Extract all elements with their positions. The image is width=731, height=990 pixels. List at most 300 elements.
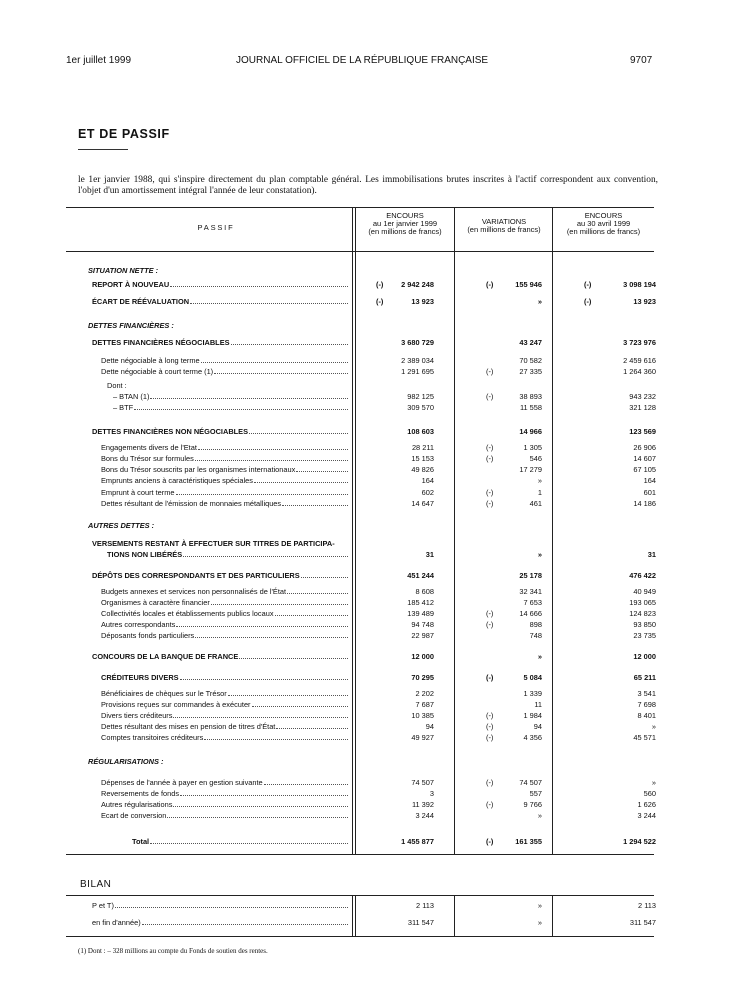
value-col-2: 155 946 xyxy=(515,280,542,289)
sign-1: (-) xyxy=(376,280,384,289)
table-row xyxy=(66,811,654,822)
table-row xyxy=(66,454,654,465)
dot-leader xyxy=(183,556,348,557)
row-label xyxy=(92,901,348,910)
row-label-text: Ecart de conversion xyxy=(101,811,167,820)
row-label-text: Dette négociable à long terme xyxy=(101,356,200,365)
value-col-3: 124 823 xyxy=(629,609,656,618)
row-label xyxy=(101,700,348,709)
header-line: au 1er janvier 1999 xyxy=(372,219,438,228)
header-line: ENCOURS xyxy=(386,211,424,220)
value-col-1: 7 687 xyxy=(415,700,434,709)
value-col-3: 193 065 xyxy=(629,598,656,607)
value-col-1: 8 608 xyxy=(415,587,434,596)
value-col-1: 185 412 xyxy=(407,598,434,607)
value-col-3: 321 128 xyxy=(629,403,656,412)
value-col-2: 17 279 xyxy=(519,465,542,474)
value-col-3: 311 547 xyxy=(629,918,656,927)
value-col-1: 49 927 xyxy=(411,733,434,742)
dot-leader xyxy=(282,505,348,506)
sign-2: (-) xyxy=(486,711,494,720)
value-col-2: 74 507 xyxy=(519,778,542,787)
row-label-text: Dettes résultant des mises en pension de titres d'État xyxy=(101,722,276,731)
dot-leader xyxy=(239,658,348,659)
intro-paragraph: le 1er janvier 1988, qui s'inspire directement du plan comptable général. Les immobilisations brutes inscrites à l'actif correspondent aux convention, l'objet d'un amortissement intégral l'année de leur constatation). xyxy=(78,175,658,196)
value-col-2: 461 xyxy=(529,499,542,508)
row-label-text: AUTRES DETTES : xyxy=(88,521,155,530)
value-col-3: 164 xyxy=(643,476,656,485)
table-row xyxy=(66,700,654,711)
value-col-2: 94 xyxy=(533,722,542,731)
row-label-text: Autres régularisations xyxy=(101,800,173,809)
row-label-text: TIONS NON LIBÉRÉS xyxy=(107,550,183,559)
dot-leader xyxy=(204,739,348,740)
row-label xyxy=(107,381,128,390)
value-col-1: 2 113 xyxy=(416,901,434,910)
value-col-3: 23 735 xyxy=(633,631,656,640)
bilan-row xyxy=(66,918,654,929)
row-label xyxy=(101,356,348,365)
dot-leader xyxy=(301,577,348,578)
dot-leader xyxy=(180,679,348,680)
value-col-1: 2 389 034 xyxy=(401,356,434,365)
dot-leader xyxy=(195,460,348,461)
value-col-3: 40 949 xyxy=(633,587,656,596)
sign-2: (-) xyxy=(486,722,494,731)
value-col-2: 161 355 xyxy=(515,837,542,846)
header-separator xyxy=(66,251,654,252)
value-col-1: 311 547 xyxy=(407,918,434,927)
value-col-3: » xyxy=(651,722,656,731)
row-label-text: Total xyxy=(132,837,150,846)
dot-leader xyxy=(173,717,348,718)
row-label xyxy=(92,652,348,661)
value-col-3: 2 459 616 xyxy=(623,356,656,365)
row-label-text: Organismes à caractère financier xyxy=(101,598,210,607)
value-col-3: 12 000 xyxy=(633,652,656,661)
dot-leader xyxy=(198,449,348,450)
dot-leader xyxy=(115,907,348,908)
row-label-text: Dette négociable à court terme (1) xyxy=(101,367,214,376)
row-label-text: ÉCART DE RÉÉVALUATION xyxy=(92,297,190,306)
value-col-3: 1 264 360 xyxy=(623,367,656,376)
row-label xyxy=(101,598,348,607)
value-col-1: 12 000 xyxy=(411,652,434,661)
sign-2: (-) xyxy=(486,800,494,809)
row-label xyxy=(92,280,348,289)
column-header-variations xyxy=(455,218,553,234)
value-col-2: » xyxy=(537,297,542,306)
value-col-3: 123 569 xyxy=(629,427,656,436)
value-col-1: 1 291 695 xyxy=(401,367,434,376)
row-label xyxy=(101,673,348,682)
column-header-encours-jan xyxy=(356,212,454,236)
table-row xyxy=(66,722,654,733)
table-row xyxy=(66,338,654,349)
value-col-3: 601 xyxy=(643,488,656,497)
dot-leader xyxy=(231,344,348,345)
table-row xyxy=(66,789,654,800)
value-col-1: 139 489 xyxy=(407,609,434,618)
row-label-text: P et T) xyxy=(92,901,114,910)
row-label xyxy=(101,367,348,376)
dot-leader xyxy=(287,593,348,594)
dot-leader xyxy=(176,626,348,627)
row-label xyxy=(101,587,348,596)
row-label xyxy=(92,539,336,548)
sign-2: (-) xyxy=(486,733,494,742)
value-col-2: 1 xyxy=(537,488,542,497)
header-line: VARIATIONS xyxy=(481,217,527,226)
value-col-3: 1 294 522 xyxy=(623,837,656,846)
row-label xyxy=(101,454,348,463)
row-label xyxy=(101,631,348,640)
sign-2: (-) xyxy=(486,392,494,401)
value-col-2: » xyxy=(537,901,542,910)
value-col-1: 108 603 xyxy=(407,427,434,436)
value-col-2: 5 084 xyxy=(523,673,542,682)
table-row xyxy=(66,631,654,642)
value-col-2: 25 178 xyxy=(519,571,542,580)
sign-2: (-) xyxy=(486,673,494,682)
dot-leader xyxy=(173,806,348,807)
value-col-3: 67 105 xyxy=(633,465,656,474)
sign-2: (-) xyxy=(486,280,494,289)
table-row xyxy=(66,392,654,403)
dot-leader xyxy=(150,843,348,844)
row-label-text: Budgets annexes et services non personnalisés de l'État xyxy=(101,587,287,596)
value-col-2: » xyxy=(537,550,542,559)
table-row xyxy=(66,733,654,744)
row-label xyxy=(101,733,348,742)
table-row xyxy=(66,356,654,367)
row-label-text: RÉGULARISATIONS : xyxy=(88,757,164,766)
row-label-text: Déposants fonds particuliers xyxy=(101,631,195,640)
row-label xyxy=(101,811,348,820)
dot-leader xyxy=(180,795,348,796)
dot-leader xyxy=(254,482,348,483)
table-row xyxy=(66,609,654,620)
dot-leader xyxy=(134,409,348,410)
value-col-1: 70 295 xyxy=(411,673,434,682)
dot-leader xyxy=(276,728,348,729)
row-label xyxy=(113,392,348,401)
value-col-2: 70 582 xyxy=(519,356,542,365)
value-col-2: 11 xyxy=(534,700,542,709)
table-row xyxy=(66,571,654,582)
table-row xyxy=(66,550,654,561)
value-col-2: 1 305 xyxy=(523,443,542,452)
sign-2: (-) xyxy=(486,778,494,787)
value-col-3: 14 186 xyxy=(633,499,656,508)
value-col-2: 4 356 xyxy=(523,733,542,742)
row-label-text: VERSEMENTS RESTANT À EFFECTUER SUR TITRES DE PARTICIPA- xyxy=(92,539,335,548)
value-col-3: 65 211 xyxy=(633,673,656,682)
row-label xyxy=(101,689,348,698)
table-row xyxy=(66,587,654,598)
row-label xyxy=(101,800,348,809)
value-col-2: 14 666 xyxy=(519,609,542,618)
row-label-text: Dettes résultant de l'émission de monnaies métalliques xyxy=(101,499,282,508)
row-label-text: Autres correspondants xyxy=(101,620,176,629)
row-label-text: – BTF xyxy=(113,403,134,412)
value-col-2: 43 247 xyxy=(519,338,542,347)
column-header-passif: PASSIF xyxy=(197,223,235,232)
value-col-2: » xyxy=(537,918,542,927)
value-col-3: 7 698 xyxy=(637,700,656,709)
header-line: ENCOURS xyxy=(584,211,623,220)
dot-leader xyxy=(190,303,348,304)
table-row xyxy=(66,427,654,438)
value-col-3: 3 244 xyxy=(637,811,656,820)
value-col-1: 3 244 xyxy=(415,811,434,820)
dot-leader xyxy=(150,398,348,399)
row-label-text: – BTAN (1) xyxy=(113,392,150,401)
value-col-1: 309 570 xyxy=(407,403,434,412)
row-label xyxy=(132,837,348,846)
row-label xyxy=(88,521,155,530)
value-col-2: » xyxy=(537,811,542,820)
value-col-1: 31 xyxy=(425,550,434,559)
row-label xyxy=(101,609,348,618)
header-line: au 30 avril 1999 xyxy=(576,219,631,228)
row-label-text: Engagements divers de l'Etat xyxy=(101,443,197,452)
value-col-1: 1 455 877 xyxy=(401,837,434,846)
row-label xyxy=(88,321,175,330)
sign-2: (-) xyxy=(486,488,494,497)
table-row xyxy=(66,367,654,378)
value-col-1: 451 244 xyxy=(407,571,434,580)
row-label-text: Provisions reçues sur commandes à exécuter xyxy=(101,700,251,709)
table-row xyxy=(66,521,654,532)
table-row xyxy=(66,266,654,277)
value-col-1: 164 xyxy=(421,476,434,485)
row-label xyxy=(101,488,348,497)
value-col-3: 45 571 xyxy=(633,733,656,742)
dot-leader xyxy=(264,784,348,785)
row-label-text: Bons du Trésor souscrits par les organismes internationaux xyxy=(101,465,296,474)
row-label xyxy=(101,443,348,452)
header-page-number: 9707 xyxy=(630,55,653,66)
sign-2: (-) xyxy=(486,499,494,508)
value-col-2: 9 766 xyxy=(523,800,542,809)
value-col-1: 2 942 248 xyxy=(401,280,434,289)
value-col-3: 476 422 xyxy=(629,571,656,580)
table-row xyxy=(66,443,654,454)
sign-2: (-) xyxy=(486,837,494,846)
value-col-3: 560 xyxy=(643,789,656,798)
dot-leader xyxy=(142,924,348,925)
table-row xyxy=(66,488,654,499)
row-label-text: Collectivités locales et établissements publics locaux xyxy=(101,609,274,618)
dot-leader xyxy=(249,433,348,434)
footnote: (1) Dont : – 328 millions au compte du Fonds de soutien des rentes. xyxy=(78,947,268,955)
row-label-text: Comptes transitoires créditeurs xyxy=(101,733,204,742)
sign-2: (-) xyxy=(486,443,494,452)
row-label xyxy=(101,499,348,508)
row-label xyxy=(92,571,348,580)
row-label xyxy=(101,789,348,798)
value-col-1: 22 987 xyxy=(411,631,434,640)
sign-1: (-) xyxy=(376,297,384,306)
section-title: ET DE PASSIF xyxy=(78,127,170,141)
row-label-text: en fin d'année) xyxy=(92,918,141,927)
row-label-text: DETTES FINANCIÈRES : xyxy=(88,321,174,330)
table-row xyxy=(66,539,654,550)
value-col-3: 3 541 xyxy=(637,689,656,698)
row-label xyxy=(88,757,164,766)
value-col-1: 28 211 xyxy=(411,443,434,452)
dot-leader xyxy=(170,286,348,287)
row-label-text: SITUATION NETTE : xyxy=(88,266,159,275)
value-col-3: 8 401 xyxy=(637,711,656,720)
value-col-3: 31 xyxy=(647,550,656,559)
dot-leader xyxy=(252,706,348,707)
dot-leader xyxy=(195,637,348,638)
table-row xyxy=(66,837,654,848)
table-row xyxy=(66,321,654,332)
value-col-1: 94 xyxy=(425,722,434,731)
sign-3: (-) xyxy=(584,297,592,306)
value-col-1: 982 125 xyxy=(407,392,434,401)
row-label xyxy=(92,918,348,927)
dot-leader xyxy=(214,373,348,374)
dot-leader xyxy=(167,817,348,818)
value-col-1: 2 202 xyxy=(415,689,434,698)
value-col-3: 13 923 xyxy=(633,297,656,306)
value-col-3: 93 850 xyxy=(633,620,656,629)
value-col-2: 1 339 xyxy=(523,689,542,698)
sign-2: (-) xyxy=(486,454,494,463)
value-col-3: 26 906 xyxy=(633,443,656,452)
table-row xyxy=(66,598,654,609)
dot-leader xyxy=(228,695,348,696)
table-row xyxy=(66,652,654,663)
value-col-3: 2 113 xyxy=(638,901,656,910)
dot-leader xyxy=(176,494,348,495)
value-col-3: 1 626 xyxy=(637,800,656,809)
column-header-encours-avr xyxy=(553,212,654,236)
sign-3: (-) xyxy=(584,280,592,289)
row-label-text: Divers tiers créditeurs xyxy=(101,711,173,720)
header-date: 1er juillet 1999 xyxy=(66,55,132,66)
row-label-text: Bons du Trésor sur formules xyxy=(101,454,194,463)
bilan-row xyxy=(66,901,654,912)
row-label-text: DETTES FINANCIÈRES NON NÉGOCIABLES xyxy=(92,427,249,436)
row-label-text: Dont : xyxy=(107,381,127,390)
row-label xyxy=(92,338,348,347)
table-row xyxy=(66,711,654,722)
value-col-1: 3 680 729 xyxy=(401,338,434,347)
table-row xyxy=(66,476,654,487)
value-col-3: 3 723 976 xyxy=(623,338,656,347)
row-label xyxy=(101,722,348,731)
value-col-2: 32 341 xyxy=(519,587,542,596)
value-col-2: » xyxy=(537,652,542,661)
table-row xyxy=(66,403,654,414)
value-col-2: 898 xyxy=(529,620,542,629)
row-label-text: DÉPÔTS DES CORRESPONDANTS ET DES PARTICULIERS xyxy=(92,571,300,580)
header-journal-title: JOURNAL OFFICIEL DE LA RÉPUBLIQUE FRANÇAISE xyxy=(236,55,489,66)
header-line: (en millions de francs) xyxy=(368,227,442,236)
bilan-title: BILAN xyxy=(80,879,112,890)
row-label-text: DETTES FINANCIÈRES NÉGOCIABLES xyxy=(92,338,230,347)
header-line: (en millions de francs) xyxy=(566,227,641,236)
row-label xyxy=(101,620,348,629)
row-label xyxy=(92,427,348,436)
value-col-1: 602 xyxy=(421,488,434,497)
table-row xyxy=(66,689,654,700)
value-col-1: 3 xyxy=(429,789,434,798)
table-row xyxy=(66,297,654,308)
value-col-1: 14 647 xyxy=(411,499,434,508)
value-col-2: 38 893 xyxy=(519,392,542,401)
table-row xyxy=(66,778,654,789)
row-label xyxy=(101,465,348,474)
value-col-1: 10 385 xyxy=(411,711,434,720)
value-col-2: 7 653 xyxy=(523,598,542,607)
value-col-2: 546 xyxy=(529,454,542,463)
row-label-text: CONCOURS DE LA BANQUE DE FRANCE xyxy=(92,652,239,661)
value-col-2: 27 335 xyxy=(519,367,542,376)
value-col-2: 11 558 xyxy=(519,403,542,412)
row-label xyxy=(101,476,348,485)
sign-2: (-) xyxy=(486,367,494,376)
row-label xyxy=(88,266,159,275)
value-col-2: 1 984 xyxy=(523,711,542,720)
table-row xyxy=(66,757,654,768)
row-label-text: Dépenses de l'année à payer en gestion suivante xyxy=(101,778,263,787)
table-row xyxy=(66,620,654,631)
value-col-1: 49 826 xyxy=(411,465,434,474)
value-col-1: 74 507 xyxy=(411,778,434,787)
table-row xyxy=(66,673,654,684)
table-row xyxy=(66,280,654,291)
row-label xyxy=(101,711,348,720)
row-label-text: CRÉDITEURS DIVERS xyxy=(101,673,179,682)
dot-leader xyxy=(296,471,348,472)
row-label-text: Emprunts anciens à caractéristiques spéciales xyxy=(101,476,253,485)
value-col-2: 14 966 xyxy=(519,427,542,436)
value-col-1: 15 153 xyxy=(411,454,434,463)
row-label xyxy=(107,550,348,559)
row-label-text: Emprunt à court terme xyxy=(101,488,175,497)
row-label xyxy=(101,778,348,787)
table-row xyxy=(66,499,654,510)
value-col-3: » xyxy=(651,778,656,787)
table-row xyxy=(66,465,654,476)
header-line: (en millions de francs) xyxy=(467,225,541,234)
value-col-3: 14 607 xyxy=(633,454,656,463)
dot-leader xyxy=(201,362,348,363)
row-label xyxy=(113,403,348,412)
dot-leader xyxy=(275,615,348,616)
dot-leader xyxy=(211,604,348,605)
value-col-1: 94 748 xyxy=(411,620,434,629)
table-row xyxy=(66,381,654,392)
sign-2: (-) xyxy=(486,609,494,618)
value-col-2: 557 xyxy=(529,789,542,798)
table-row xyxy=(66,800,654,811)
value-col-1: 13 923 xyxy=(411,297,434,306)
value-col-1: 11 392 xyxy=(411,800,434,809)
title-underline xyxy=(78,149,128,150)
value-col-3: 943 232 xyxy=(629,392,656,401)
row-label-text: Reversements de fonds xyxy=(101,789,180,798)
value-col-2: » xyxy=(537,476,542,485)
value-col-3: 3 098 194 xyxy=(623,280,656,289)
row-label-text: REPORT À NOUVEAU xyxy=(92,280,170,289)
